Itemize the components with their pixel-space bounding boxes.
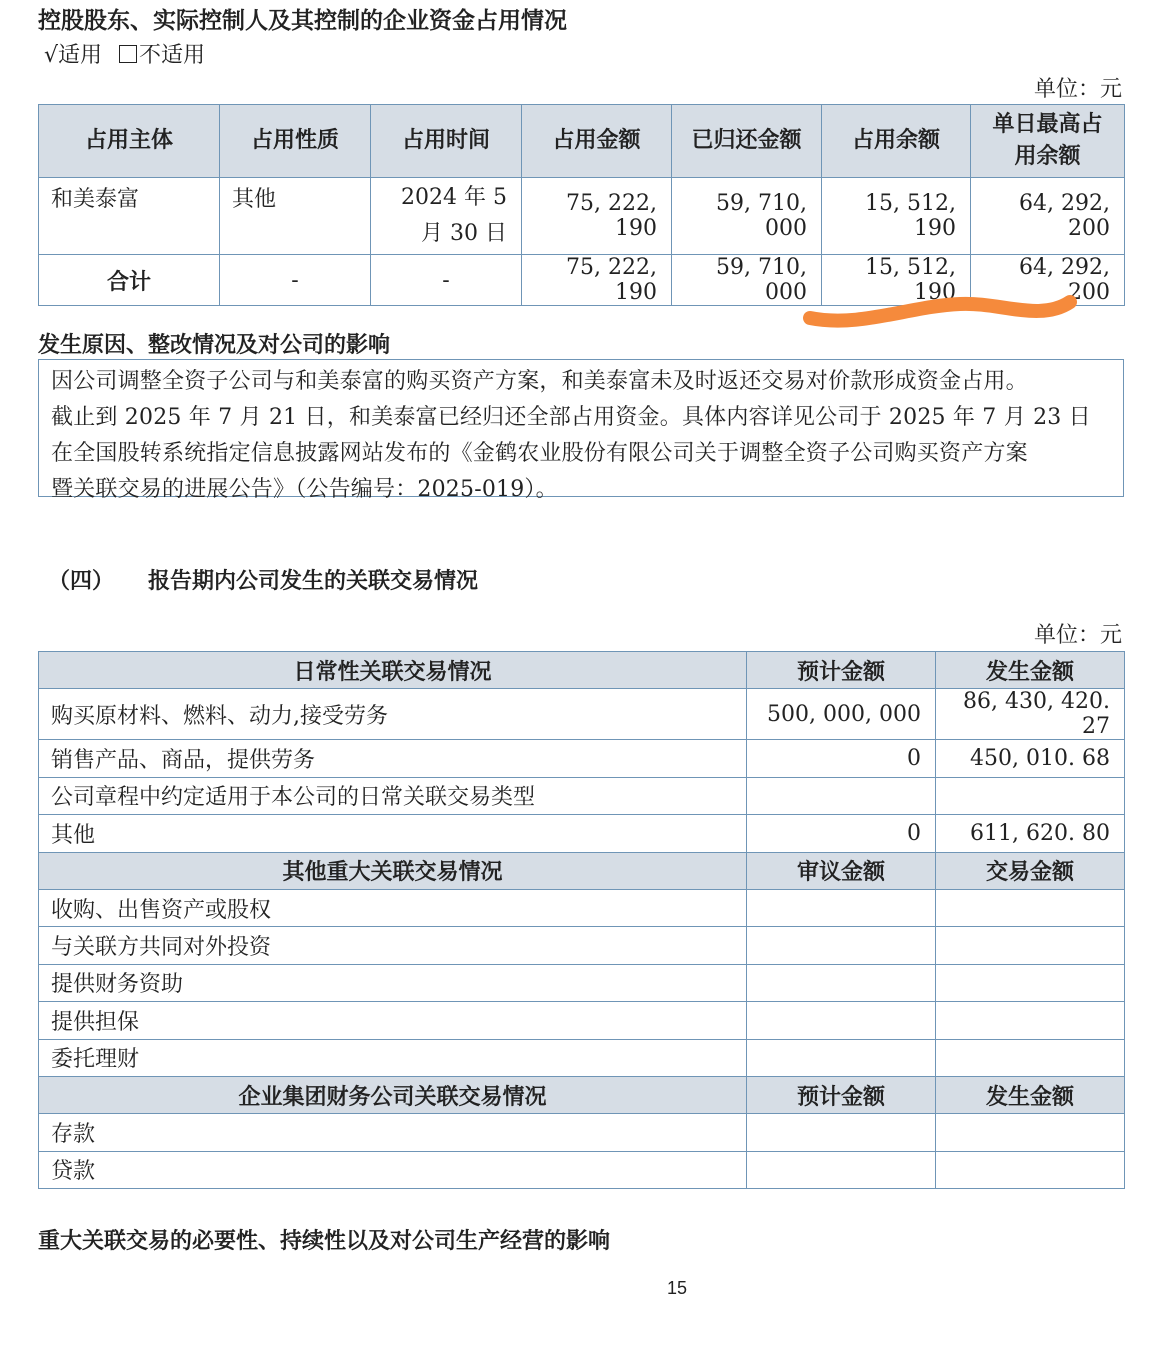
- table-row: [39, 178, 1125, 255]
- table-row: [39, 740, 1125, 777]
- table-row: [39, 1002, 1125, 1039]
- reason-line: 在全国股转系统指定信息披露网站发布的《金鹤农业股份有限公司关于调整全资子公司购买资产方案: [51, 441, 1028, 466]
- actual-cell: [936, 1039, 1125, 1076]
- actual-cell: [936, 777, 1125, 814]
- highlight-marker-stroke: [800, 288, 1090, 338]
- actual-cell: [936, 1002, 1125, 1039]
- table-row: [39, 889, 1125, 926]
- total-balance: 15, 512, 190: [822, 255, 971, 306]
- column-header: 交易金额: [936, 852, 1125, 889]
- actual-cell: 611, 620. 80: [936, 815, 1125, 852]
- estimated-cell: 0: [747, 815, 936, 852]
- group-header-row: [39, 652, 1125, 689]
- actual-cell: [936, 1151, 1125, 1188]
- header-cell: [971, 105, 1125, 178]
- estimated-cell: 500, 000, 000: [747, 689, 936, 740]
- column-header: 预计金额: [747, 1076, 936, 1113]
- total-returned: 59, 710, 000: [672, 255, 822, 306]
- table-row: [39, 1114, 1125, 1151]
- row-label: 购买原材料、燃料、动力,接受劳务: [39, 689, 747, 740]
- table-row: [39, 689, 1125, 740]
- table-row: [39, 777, 1125, 814]
- section-heading-related-transactions: [48, 564, 478, 595]
- balance-cell: 15, 512, 190: [822, 178, 971, 255]
- estimated-cell: [747, 889, 936, 926]
- header-cell: 占用主体: [39, 105, 220, 178]
- checkbox-icon: [119, 45, 137, 63]
- unit-label: 单位：元: [1033, 77, 1122, 102]
- actual-cell: [936, 964, 1125, 1001]
- amount-cell: 75, 222, 190: [522, 178, 672, 255]
- section-title-reason: 发生原因、整改情况及对公司的影响: [38, 333, 391, 358]
- actual-cell: [936, 1114, 1125, 1151]
- column-header: 审议金额: [747, 852, 936, 889]
- column-header: 预计金额: [747, 652, 936, 689]
- applicable-option: √适用: [44, 43, 103, 68]
- group-header: 日常性关联交易情况: [39, 652, 747, 689]
- reason-line: 截止到 2025 年 7 月 21 日，和美泰富已经归还全部占用资金。具体内容详见公司于 2025 年 7 月 23 日: [51, 405, 1091, 430]
- header-line: 用余额: [1014, 144, 1081, 169]
- table-row: [39, 964, 1125, 1001]
- section-number: （四）: [48, 569, 115, 594]
- row-label: 贷款: [39, 1151, 747, 1188]
- unit-label: 单位：元: [1033, 623, 1122, 648]
- row-label: 委托理财: [39, 1039, 747, 1076]
- applicability-line: [44, 38, 205, 69]
- estimated-cell: [747, 964, 936, 1001]
- table-row: [39, 927, 1125, 964]
- section-title: 报告期内公司发生的关联交易情况: [148, 569, 479, 594]
- total-amount: 75, 222, 190: [522, 255, 672, 306]
- reason-line: 暨关联交易的进展公告》（公告编号：2025-019）。: [51, 477, 558, 502]
- row-label: 提供担保: [39, 1002, 747, 1039]
- actual-cell: 450, 010. 68: [936, 740, 1125, 777]
- table-header-row: [39, 105, 1125, 178]
- page-number: 15: [666, 1278, 688, 1298]
- estimated-cell: [747, 1114, 936, 1151]
- header-cell: 已归还金额: [672, 105, 822, 178]
- reason-line: 因公司调整全资子公司与和美泰富的购买资产方案，和美泰富未及时返还交易对价款形成资金占用。: [51, 369, 1028, 394]
- time-line: 2024 年 5: [401, 185, 507, 210]
- related-transactions-table: [38, 651, 1125, 1189]
- row-label: 收购、出售资产或股权: [39, 889, 747, 926]
- row-label: 与关联方共同对外投资: [39, 927, 747, 964]
- header-cell: 占用时间: [371, 105, 522, 178]
- max-balance-cell: 64, 292, 200: [971, 178, 1125, 255]
- estimated-cell: [747, 777, 936, 814]
- total-nature: -: [220, 255, 371, 306]
- row-label: 存款: [39, 1114, 747, 1151]
- total-label: 合计: [39, 255, 220, 306]
- row-label: 其他: [39, 815, 747, 852]
- row-label: 销售产品、商品，提供劳务: [39, 740, 747, 777]
- entity-cell: 和美泰富: [39, 178, 220, 255]
- estimated-cell: [747, 1002, 936, 1039]
- not-applicable-option: 不适用: [139, 43, 206, 68]
- time-line: 月 30 日: [421, 221, 507, 246]
- column-header: 发生金额: [936, 652, 1125, 689]
- estimated-cell: [747, 1039, 936, 1076]
- table-row: [39, 815, 1125, 852]
- time-cell: [371, 178, 522, 255]
- estimated-cell: [747, 1151, 936, 1188]
- section-title-significance: 重大关联交易的必要性、持续性以及对公司生产经营的影响: [38, 1229, 611, 1254]
- actual-cell: 86, 430, 420. 27: [936, 689, 1125, 740]
- row-label: 提供财务资助: [39, 964, 747, 1001]
- section-title-fund-occupation: 控股股东、实际控制人及其控制的企业资金占用情况: [38, 8, 567, 34]
- actual-cell: [936, 927, 1125, 964]
- reason-text-box: [38, 359, 1124, 502]
- group-header-row: [39, 852, 1125, 889]
- table-row: [39, 1151, 1125, 1188]
- returned-cell: 59, 710, 000: [672, 178, 822, 255]
- fund-occupation-table: [38, 104, 1125, 306]
- total-max-balance: 64, 292, 200: [971, 255, 1125, 306]
- header-cell: 占用金额: [522, 105, 672, 178]
- group-header: 其他重大关联交易情况: [39, 852, 747, 889]
- estimated-cell: 0: [747, 740, 936, 777]
- column-header: 发生金额: [936, 1076, 1125, 1113]
- total-time: -: [371, 255, 522, 306]
- group-header: 企业集团财务公司关联交易情况: [39, 1076, 747, 1113]
- header-line: 单日最高占: [992, 112, 1103, 137]
- row-label: 公司章程中约定适用于本公司的日常关联交易类型: [39, 777, 747, 814]
- actual-cell: [936, 889, 1125, 926]
- estimated-cell: [747, 927, 936, 964]
- nature-cell: 其他: [220, 178, 371, 255]
- header-cell: 占用余额: [822, 105, 971, 178]
- table-row: [39, 1039, 1125, 1076]
- group-header-row: [39, 1076, 1125, 1113]
- header-cell: 占用性质: [220, 105, 371, 178]
